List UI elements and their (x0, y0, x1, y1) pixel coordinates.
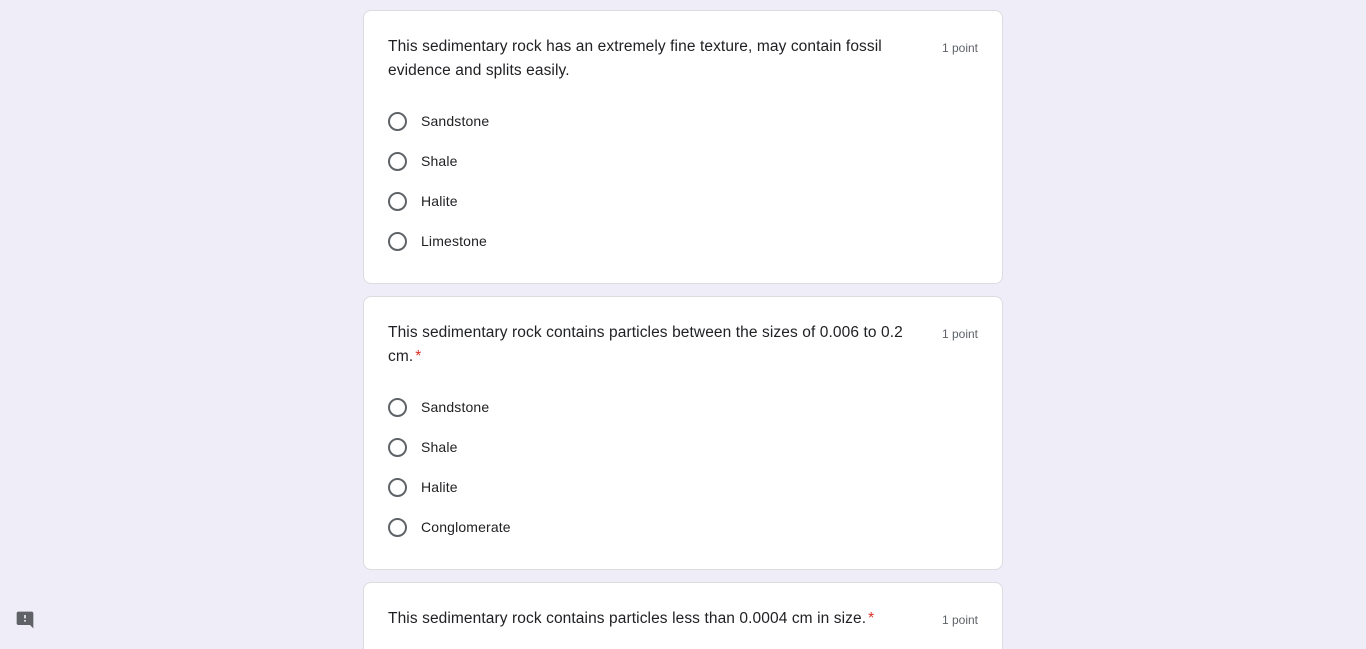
radio-button-icon[interactable] (388, 518, 407, 537)
radio-button-icon[interactable] (388, 112, 407, 131)
option-row[interactable] (388, 427, 978, 467)
question-points: 1 point (941, 327, 978, 341)
question-header (388, 321, 978, 369)
option-label: Sandstone (421, 399, 490, 415)
required-indicator: * (415, 348, 422, 365)
option-row[interactable] (388, 221, 978, 261)
option-label: Halite (421, 479, 458, 495)
radio-button-icon[interactable] (388, 232, 407, 251)
question-header (388, 607, 978, 631)
radio-button-icon[interactable] (388, 398, 407, 417)
question-header (388, 35, 978, 83)
feedback-icon (15, 610, 35, 630)
radio-button-icon[interactable] (388, 438, 407, 457)
send-feedback-button[interactable] (14, 609, 36, 631)
form-question-list (363, 0, 1003, 649)
radio-button-icon[interactable] (388, 152, 407, 171)
question-title-text: This sedimentary rock has an extremely fine texture, may contain fossil evidence and splits easily. (388, 38, 882, 79)
question-title (388, 35, 908, 83)
required-indicator: * (868, 610, 875, 627)
question-points: 1 point (941, 613, 978, 627)
option-row[interactable] (388, 101, 978, 141)
question-title-text: This sedimentary rock contains particles between the sizes of 0.006 to 0.2 cm. (388, 324, 903, 365)
option-group (388, 387, 978, 561)
option-label: Conglomerate (421, 519, 511, 535)
question-title (388, 607, 874, 631)
option-label: Halite (421, 193, 458, 209)
option-group (388, 101, 978, 275)
option-label: Shale (421, 439, 458, 455)
radio-button-icon[interactable] (388, 192, 407, 211)
option-label: Limestone (421, 233, 487, 249)
question-card[interactable] (363, 10, 1003, 284)
question-card[interactable] (363, 296, 1003, 570)
option-row[interactable] (388, 467, 978, 507)
radio-button-icon[interactable] (388, 478, 407, 497)
question-points: 1 point (941, 41, 978, 55)
option-row[interactable] (388, 141, 978, 181)
option-row[interactable] (388, 507, 978, 547)
option-row[interactable] (388, 181, 978, 221)
question-title (388, 321, 908, 369)
option-label: Shale (421, 153, 458, 169)
question-card[interactable] (363, 582, 1003, 649)
option-label: Sandstone (421, 113, 490, 129)
question-title-text: This sedimentary rock contains particles less than 0.0004 cm in size. (388, 610, 867, 627)
option-row[interactable] (388, 387, 978, 427)
